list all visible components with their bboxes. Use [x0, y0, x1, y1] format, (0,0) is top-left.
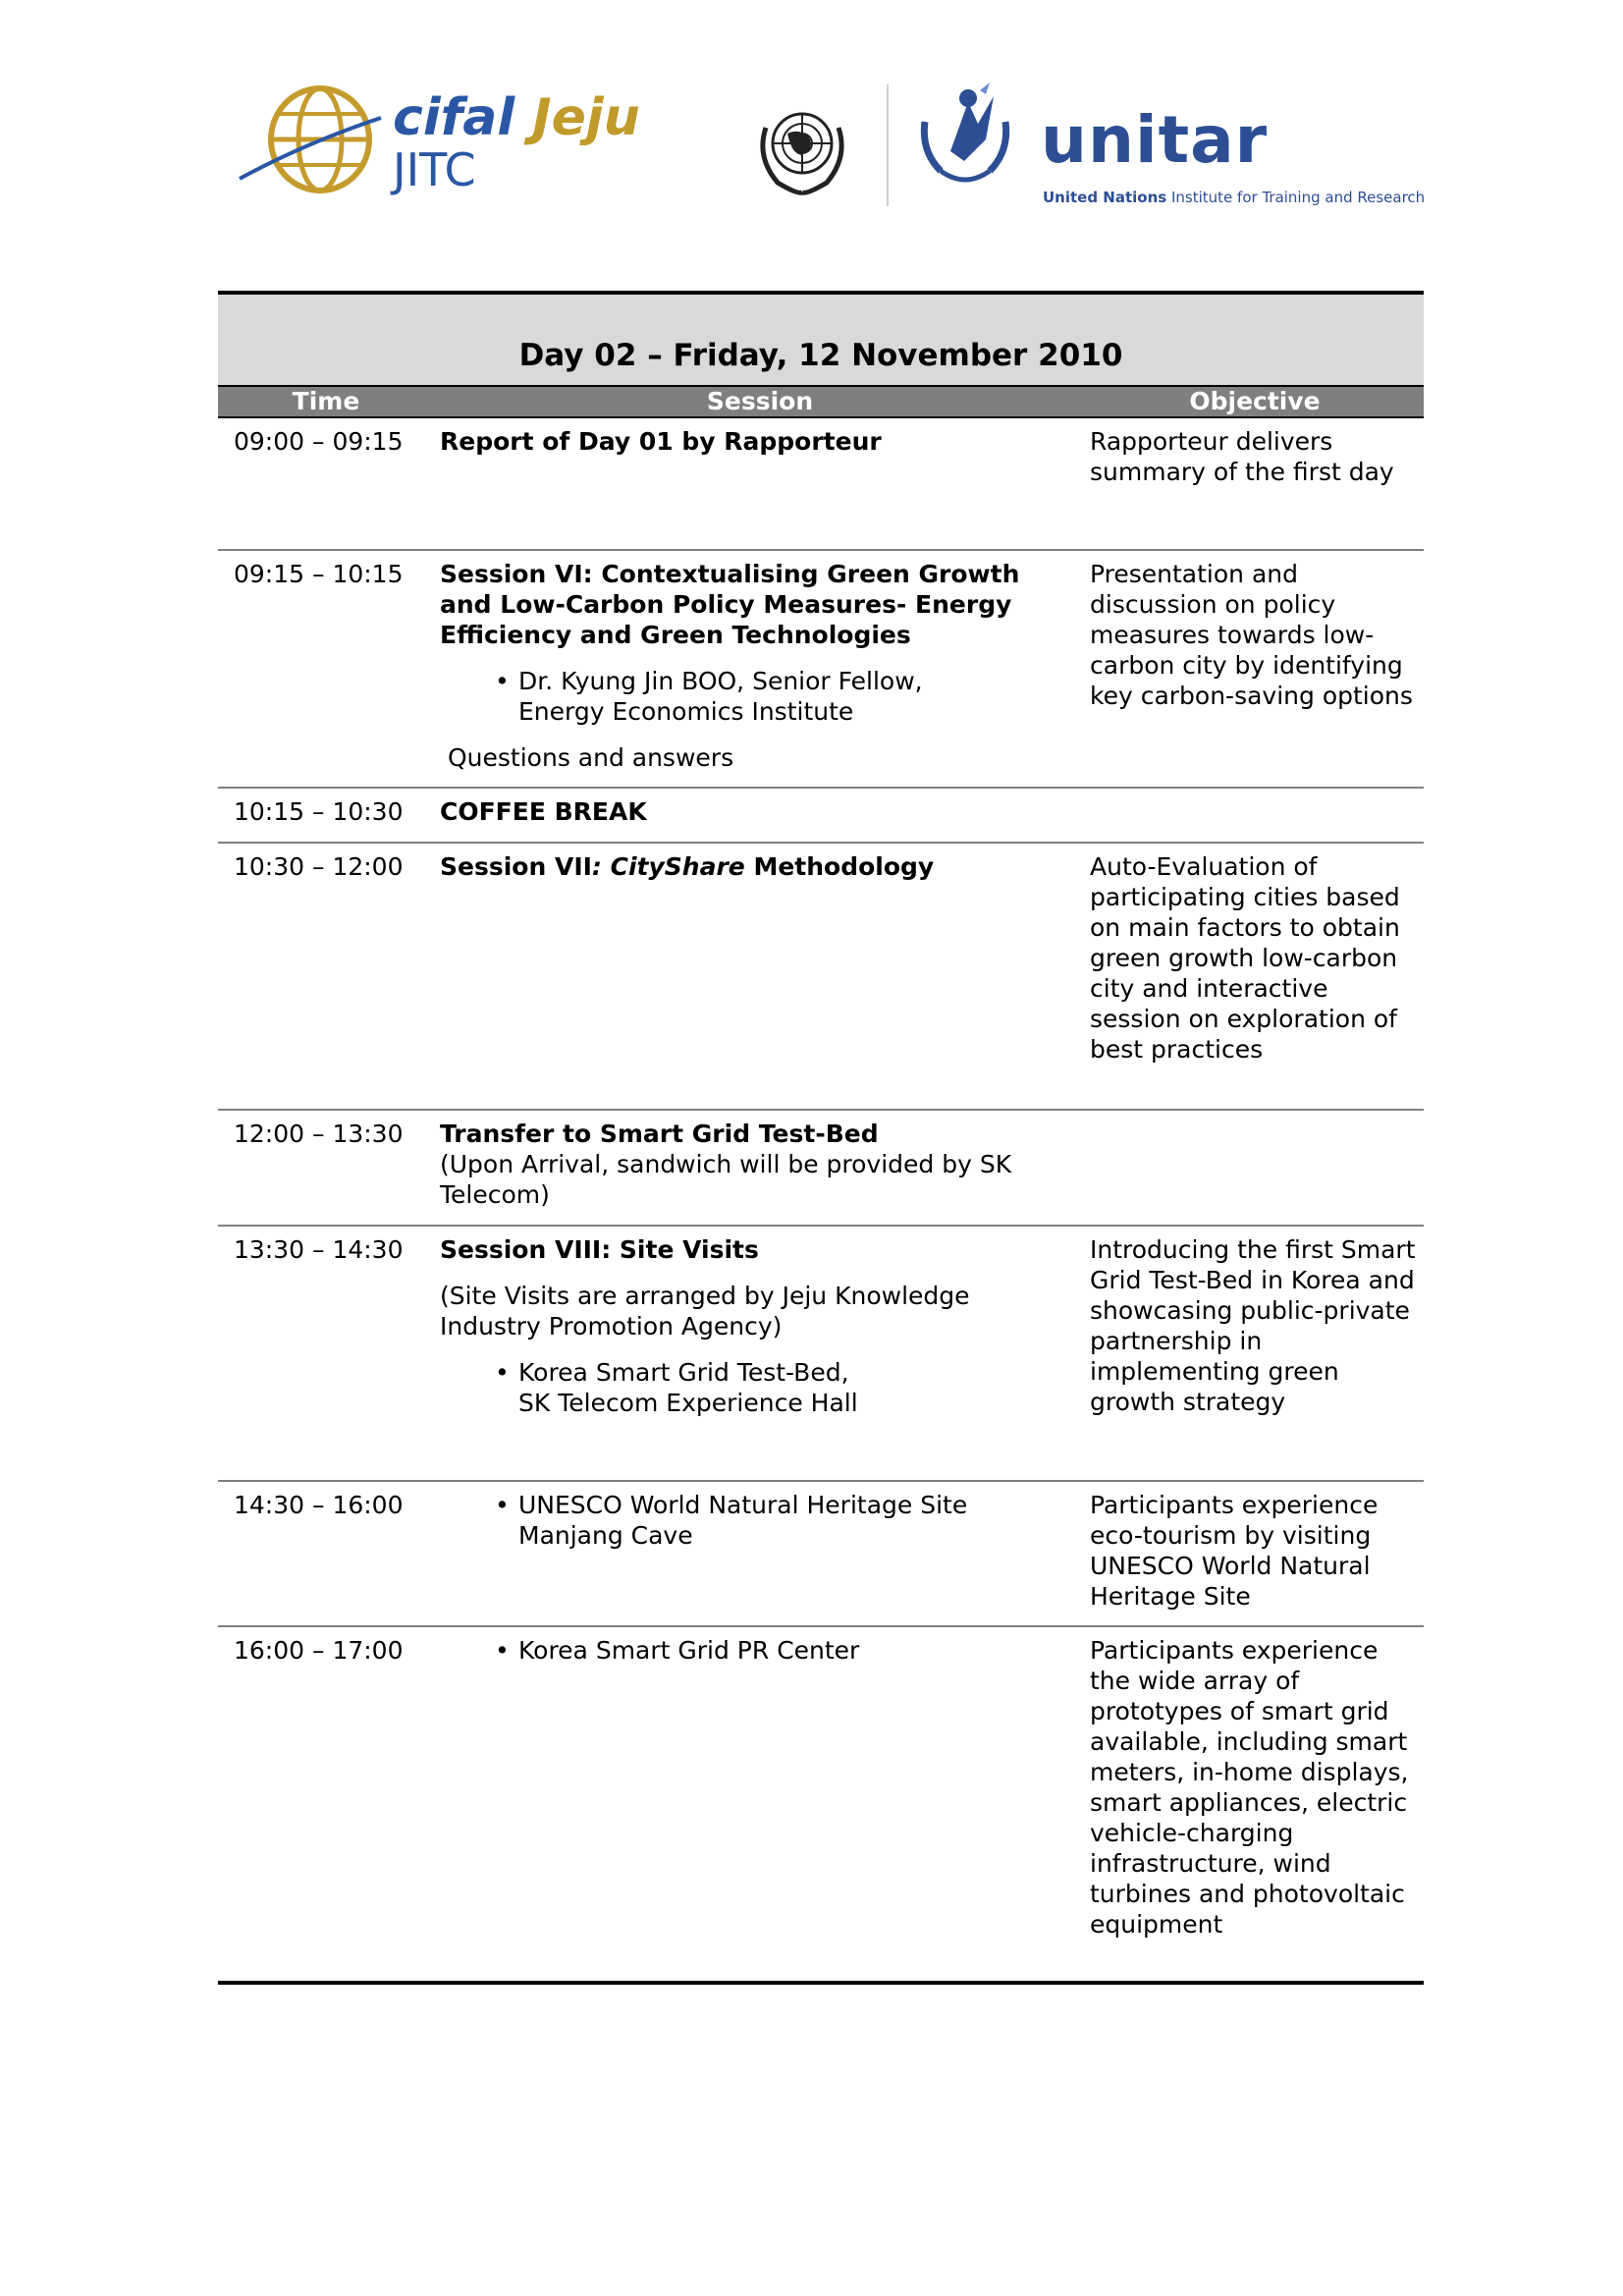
qa-text: Questions and answers	[448, 743, 734, 772]
row-objective: Participants experience eco-tourism by visiting UNESCO World Natural Heritage Site	[1090, 1491, 1379, 1611]
agenda-row	[218, 1627, 1424, 1985]
agenda-row	[218, 1482, 1424, 1627]
unitar-name: unitar	[1041, 102, 1269, 178]
row-objective: Participants experience the wide array of prototypes of smart grid available, including smart meters, in-home displays, smart appliances, electric vehicle-charging infrastructure, wind turbines and photovoltaic equipment	[1090, 1636, 1409, 1939]
agenda-row	[218, 418, 1424, 551]
row-time: 12:00 – 13:30	[234, 1120, 404, 1148]
row-objective	[1086, 796, 1424, 842]
agenda-row	[218, 1227, 1424, 1482]
session-title: Report of Day 01 by Rapporteur	[440, 427, 882, 456]
row-time: 13:30 – 14:30	[234, 1235, 404, 1264]
row-session	[434, 851, 1086, 1109]
site-line-1: Korea Smart Grid PR Center	[518, 1636, 860, 1665]
cifal-jeju-logo	[393, 90, 640, 194]
site-line-2: SK Telecom Experience Hall	[518, 1389, 858, 1417]
site-line-2: Manjang Cave	[518, 1521, 693, 1550]
session-note: (Site Visits are arranged by Jeju Knowledge Industry Promotion Agency)	[440, 1282, 970, 1340]
session-title-italic: : CityShare	[591, 852, 745, 881]
site-bullet	[440, 1490, 1047, 1551]
row-session	[434, 426, 1086, 549]
session-title-suffix: Methodology	[744, 852, 935, 881]
session-title-prefix: Session VII	[440, 852, 592, 881]
row-objective: Introducing the first Smart Grid Test-Bed in Korea and showcasing public-private partnership in implementing green growth strategy	[1090, 1235, 1416, 1416]
session-title: Session VI: Contextualising Green Growth and Low-Carbon Policy Measures- Energy Efficiency and Green Technologies	[440, 560, 1020, 649]
jeju-word: Jeju	[532, 88, 640, 147]
session-title: Transfer to Smart Grid Test-Bed	[440, 1120, 879, 1148]
unitar-tagline-bold: United Nations	[1043, 189, 1167, 206]
agenda-row	[218, 551, 1424, 789]
row-objective: Auto-Evaluation of participating cities based on main factors to obtain green growth low-carbon city and interactive session on exploration of best practices	[1090, 852, 1400, 1064]
unitar-tagline-rest: Institute for Training and Research	[1166, 189, 1426, 206]
session-title: COFFEE BREAK	[440, 797, 647, 826]
day-banner	[218, 295, 1424, 385]
speaker-line-2: Energy Economics Institute	[518, 697, 854, 726]
agenda-row	[218, 1111, 1424, 1227]
row-session	[434, 1234, 1086, 1480]
unitar-tagline	[1043, 189, 1425, 206]
column-header-time: Time	[292, 387, 360, 415]
logo-header	[0, 0, 1623, 255]
logo-divider	[887, 84, 889, 206]
site-line-1: Korea Smart Grid Test-Bed,	[518, 1358, 849, 1387]
column-header-objective: Objective	[1189, 387, 1321, 415]
session-title: Session VIII: Site Visits	[440, 1235, 759, 1264]
speaker-line-1: Dr. Kyung Jin BOO, Senior Fellow,	[518, 667, 923, 695]
column-header-session: Session	[706, 387, 814, 415]
site-bullet	[440, 1635, 1047, 1666]
row-time: 09:00 – 09:15	[234, 427, 404, 456]
agenda-row	[218, 789, 1424, 844]
agenda-table	[218, 291, 1424, 1985]
agenda-row	[218, 844, 1424, 1111]
un-emblem-icon	[748, 98, 856, 196]
speaker-bullet	[440, 666, 1047, 727]
row-session	[434, 796, 1086, 842]
cifal-word: cifal	[393, 88, 515, 147]
day-title: Day 02 – Friday, 12 November 2010	[518, 338, 1123, 373]
row-session	[434, 1635, 1086, 1981]
column-header-row	[218, 385, 1424, 418]
cifal-globe-icon	[236, 84, 383, 194]
row-session	[434, 1119, 1086, 1225]
row-time: 10:30 – 12:00	[234, 852, 404, 881]
row-time: 10:15 – 10:30	[234, 797, 404, 826]
site-line-1: UNESCO World Natural Heritage Site	[518, 1491, 968, 1519]
row-time: 14:30 – 16:00	[234, 1491, 404, 1519]
site-bullet	[440, 1357, 1047, 1418]
row-session	[434, 1490, 1086, 1625]
session-note: (Upon Arrival, sandwich will be provided by SK Telecom)	[440, 1150, 1012, 1209]
row-objective	[1086, 1119, 1424, 1225]
row-time: 16:00 – 17:00	[234, 1636, 404, 1665]
row-session	[434, 559, 1086, 787]
row-objective: Rapporteur delivers summary of the first day	[1090, 427, 1394, 486]
session-title	[440, 851, 1047, 882]
jitc-word: JITC	[393, 143, 476, 196]
row-objective: Presentation and discussion on policy measures towards low-carbon city by identifying key carbon-saving options	[1090, 560, 1413, 710]
row-time: 09:15 – 10:15	[234, 560, 404, 588]
unitar-emblem-icon	[911, 82, 1019, 200]
